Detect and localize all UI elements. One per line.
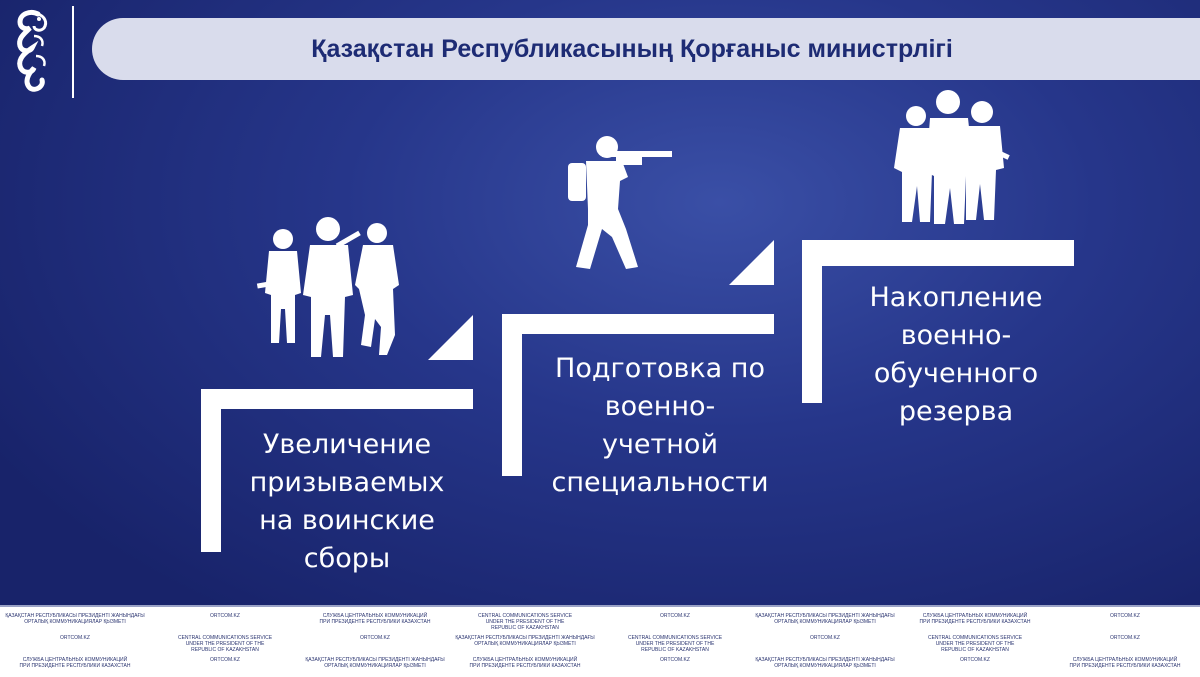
footer-item: CENTRAL COMMUNICATIONS SERVICE UNDER THE PRESIDENT OF THE REPUBLIC OF KAZAKHSTAN [477,613,573,631]
footer-item: ҚАЗАҚСТАН РЕСПУБЛИКАСЫ ПРЕЗИДЕНТІ ЖАНЫНДАҒЫ ОРТАЛЫҚ КОММУНИКАЦИЯЛАР ҚЫЗМЕТІ [305,657,445,669]
footer-item: ORTCOM.KZ [360,635,390,641]
footer-item: ORTCOM.KZ [660,613,690,619]
footer-item: СЛУЖБА ЦЕНТРАЛЬНЫХ КОММУНИКАЦИЙ ПРИ ПРЕЗИДЕНТЕ РЕСПУБЛИКИ КАЗАХСТАН [1069,657,1181,669]
title-bar [92,18,1200,80]
footer-item: СЛУЖБА ЦЕНТРАЛЬНЫХ КОММУНИКАЦИЙ ПРИ ПРЕЗИДЕНТЕ РЕСПУБЛИКИ КАЗАХСТАН [469,657,581,669]
step-3-label: Накопление военно- обученного резерва [869,282,1043,427]
footer-item: ORTCOM.KZ [1110,613,1140,619]
step-1-label: Увеличение призываемых на воинские сборы [249,429,445,574]
footer-item: СЛУЖБА ЦЕНТРАЛЬНЫХ КОММУНИКАЦИЙ ПРИ ПРЕЗИДЕНТЕ РЕСПУБЛИКИ КАЗАХСТАН [19,657,131,669]
footer-item: CENTRAL COMMUNICATIONS SERVICE UNDER THE PRESIDENT OF THE REPUBLIC OF KAZAKHSTAN [627,635,723,653]
sniper-soldier-icon [562,133,672,273]
footer-item: ORTCOM.KZ [960,657,990,663]
footer-item: ҚАЗАҚСТАН РЕСПУБЛИКАСЫ ПРЕЗИДЕНТІ ЖАНЫНДАҒЫ ОРТАЛЫҚ КОММУНИКАЦИЯЛАР ҚЫЗМЕТІ [755,613,895,625]
step-2-arrow-corner [729,240,774,285]
footer-item: ҚАЗАҚСТАН РЕСПУБЛИКАСЫ ПРЕЗИДЕНТІ ЖАНЫНДАҒЫ ОРТАЛЫҚ КОММУНИКАЦИЯЛАР ҚЫЗМЕТІ [455,635,595,647]
footer-item: ORTCOM.KZ [210,613,240,619]
footer-item: СЛУЖБА ЦЕНТРАЛЬНЫХ КОММУНИКАЦИЙ ПРИ ПРЕЗИДЕНТЕ РЕСПУБЛИКИ КАЗАХСТАН [319,613,431,625]
step-3-tread [802,240,1074,266]
footer-item: ORTCOM.KZ [210,657,240,663]
step-1-riser [201,389,221,552]
footer-item: ORTCOM.KZ [60,635,90,641]
footer-item: CENTRAL COMMUNICATIONS SERVICE UNDER THE PRESIDENT OF THE REPUBLIC OF KAZAKHSTAN [927,635,1023,653]
footer-item: СЛУЖБА ЦЕНТРАЛЬНЫХ КОММУНИКАЦИЙ ПРИ ПРЕЗИДЕНТЕ РЕСПУБЛИКИ КАЗАХСТАН [919,613,1031,625]
footer-item: ORTCOM.KZ [660,657,690,663]
logo-divider [72,6,74,98]
snow-leopard-logo-icon [8,8,56,92]
footer-item: ORTCOM.KZ [810,635,840,641]
page-title: Қазақстан Республикасының Қорғаныс министрлігі [311,35,953,63]
step-2-tread [502,314,774,334]
footer-item: ҚАЗАҚСТАН РЕСПУБЛИКАСЫ ПРЕЗИДЕНТІ ЖАНЫНДАҒЫ ОРТАЛЫҚ КОММУНИКАЦИЯЛАР ҚЫЗМЕТІ [5,613,145,625]
footer-watermark-strip [0,605,1200,677]
reserve-soldiers-icon [890,90,1010,225]
footer-item: CENTRAL COMMUNICATIONS SERVICE UNDER THE PRESIDENT OF THE REPUBLIC OF KAZAKHSTAN [177,635,273,653]
step-2-label: Подготовка по военно- учетной специальности [551,353,769,498]
footer-watermark-grid [0,609,1200,675]
step-1-arrow-corner [428,315,473,360]
step-2-riser [502,314,522,476]
soldiers-group-icon [255,215,405,360]
footer-item: ҚАЗАҚСТАН РЕСПУБЛИКАСЫ ПРЕЗИДЕНТІ ЖАНЫНДАҒЫ ОРТАЛЫҚ КОММУНИКАЦИЯЛАР ҚЫЗМЕТІ [755,657,895,669]
step-1-tread [201,389,473,409]
footer-item: ORTCOM.KZ [1110,635,1140,641]
